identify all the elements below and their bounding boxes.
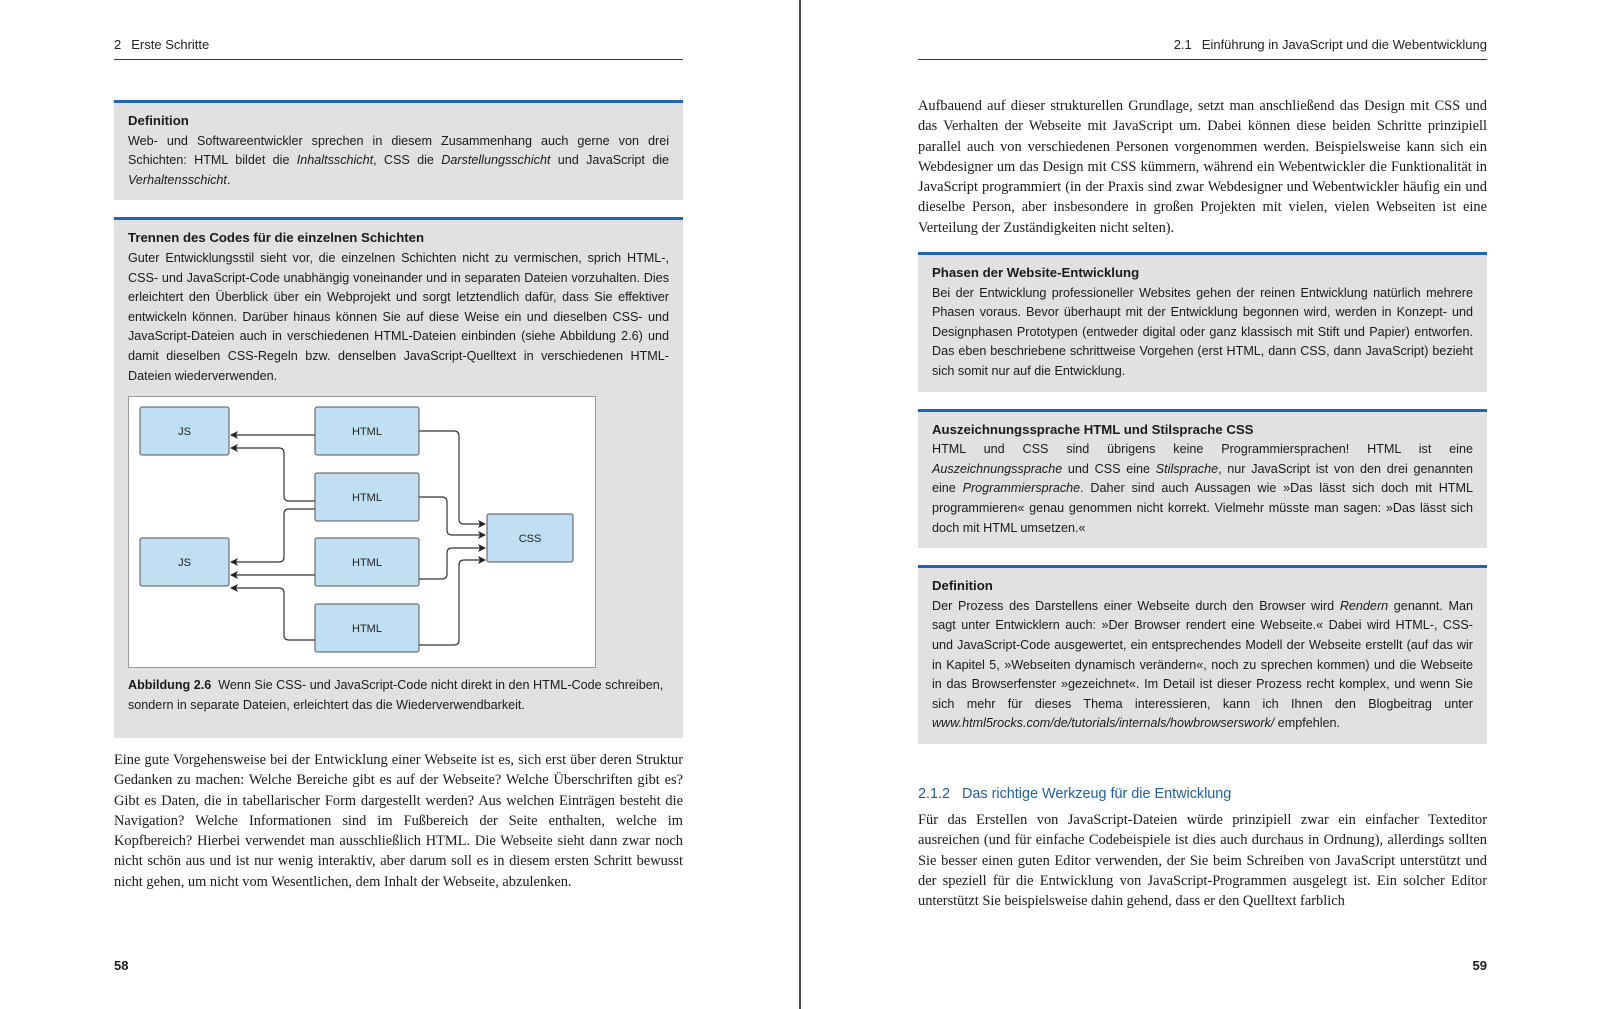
right-column — [918, 96, 1487, 911]
box-title: Auszeichnungssprache HTML und Stilsprache CSS — [932, 421, 1254, 437]
box-body: Web- und Softwareentwickler sprechen in diesem Zusammenhang auch gerne von drei Schichten: HTML bildet die Inhaltsschicht, CSS die Darstellungsschicht und JavaScript die Verhaltensschicht. — [128, 133, 670, 187]
box-body: Der Prozess des Darstellens einer Webseite durch den Browser wird Rendern genannt. Man sagt unter Entwicklern auch: »Der Browser rendert eine Webseite.« Dabei wird HTML-, CSS- und JavaScript-Code ausgewertet, ein entsprechendes Modell der Webseite erstellt (auf das wir in Kapitel 5, »Webseiten dynamisch verändern«, noch zu sprechen kommen) und die Webseite in das Browserfenster »gezeichnet«. Im Detail ist dieser Prozess recht komplex, und wenn Sie sich mehr für dieses Thema interessieren, kann ich Ihnen den Blogbeitrag unter www.html5rocks.com/de/tutorials/internals/howbrowserswork/ empfehlen. — [932, 598, 1473, 731]
svg-text:HTML: HTML — [352, 492, 382, 505]
box-title: Trennen des Codes für die einzelnen Schichten — [128, 230, 425, 246]
running-head-left — [114, 37, 683, 60]
definition-box — [114, 100, 683, 200]
body-paragraph: Eine gute Vorgehensweise bei der Entwicklung einer Webseite ist es, sich erst über deren Struktur Gedanken zu machen: Welche Bereiche gibt es auf der Webseite? Welche Überschriften gibt es? Gibt es Daten, die in tabellarischer Form dargestellt werden? Aus welchen Einträgen besteht die Navigation? Welche Informationen sind im Fußbereich der Seite enthalten, welche im Kopfbereich? Hierbei verwendet man ausschließlich HTML. Die Webseite sieht dann zwar noch nicht schön aus und ist nur wenig interaktiv, aber darum soll es in diesem ersten Schritt bewusst nicht gehen, um nicht vom Wesentlichen, dem Inhalt der Webseite, abzulenken. — [114, 751, 683, 890]
running-head-right — [918, 37, 1487, 60]
section-heading-number: 2.1.2 — [918, 785, 951, 802]
box-title: Definition — [128, 113, 189, 128]
chapter-title: Erste Schritte — [131, 37, 210, 52]
svg-text:HTML: HTML — [352, 557, 382, 570]
phases-box — [918, 252, 1487, 392]
body-paragraph: Aufbauend auf dieser strukturellen Grundlage, setzt man anschließend das Design mit CSS und das Verhalten der Webseite mit JavaScript um. Dabei können diese beiden Schritte prinzipiell parallel auch von verschiedenen Personen vorgenommen werden. Beispielsweise kann sich ein Webdesigner um das Design mit CSS kümmern, während ein Webentwickler die Funktionalität in JavaScript programmiert (in der Praxis sind zwar Webdesigner und Webentwickler häufig ein und dieselbe Person, aber insbesondere in großen Projekten mit vielen, vielen Webseiten ist eine Verteilung der Zuständigkeiten nicht selten). — [918, 98, 1487, 236]
url-link[interactable]: www.html5rocks.com/de/tutorials/internals/howbrowserswork/ — [932, 716, 1275, 731]
body-paragraph: Für das Erstellen von JavaScript-Dateien würde prinzipiell zwar ein einfacher Texteditor ausreichen (und für einfache Codebeispiele ist dies auch durchaus in Ordnung), allerdings sollten Sie besser einen guten Editor verwenden, der Sie beim Schreiben von JavaScript unterstützt und der speziell für die Entwicklung von JavaScript-Programmen ausgelegt ist. Ein solcher Editor unterstützt Sie beispielsweise dahin gehend, dass er den Quelltext farblich — [918, 811, 1487, 910]
box-body: HTML und CSS sind übrigens keine Programmiersprachen! HTML ist eine Auszeichnungssprache und CSS eine Stilsprache, nur JavaScript ist von den drei genannten eine Programmiersprache. Daher sind auch Aussagen wie »Das lässt sich doch mit HTML programmieren« genau genommen nicht korrekt. Vielmehr müsste man sagen: »Das lässt sich doch mit HTML umsetzen.« — [932, 442, 1473, 535]
section-heading-title: Das richtige Werkzeug für die Entwicklung — [962, 785, 1232, 802]
right-page — [800, 0, 1600, 1009]
svg-text:CSS: CSS — [518, 533, 542, 546]
box-body: Guter Entwicklungsstil sieht vor, die einzelnen Schichten nicht zu vermischen, sprich HTML-, CSS- und JavaScript-Code unabhängig voneinander und in separaten Dateien vorzuhalten. Dies erleichtert den Überblick über ein Webprojekt und sorgt letztendlich dafür, dass Sie effektiver entwickeln können. Darüber hinaus können Sie auf diese Weise ein und dieselben CSS- und JavaScript-Dateien auch in verschiedenen HTML-Dateien einbinden (siehe Abbildung 2.6) und damit dieselben CSS-Regeln bzw. denselben JavaScript-Quelltext in verschiedenen HTML-Dateien wiederverwenden. — [128, 250, 669, 383]
page-number-right: 59 — [1472, 958, 1487, 973]
caption-text: Wenn Sie CSS- und JavaScript-Code nicht direkt in den HTML-Code schreiben, sondern in separate Dateien, erleichtert das die Wiederverwendbarkeit. — [128, 678, 664, 712]
chapter-number: 2 — [114, 37, 122, 52]
rendering-definition-box — [918, 565, 1487, 744]
left-column — [114, 100, 683, 892]
file-dependency-diagram — [129, 397, 595, 667]
markup-language-box — [918, 409, 1487, 549]
box-body: Bei der Entwicklung professioneller Websites gehen der reinen Entwicklung natürlich mehrere Phasen voraus. Bevor überhaupt mit der Entwicklung begonnen wird, werden in Konzept- und Designphasen Prototypen (entweder digital oder ganz klassisch mit Stift und Papier) entworfen. Das eben beschriebene schrittweise Vorgehen (erst HTML, dann CSS, dann JavaScript) bezieht sich somit nur auf die Entwicklung. — [932, 285, 1473, 379]
section-heading — [918, 786, 1487, 802]
figure-2-6-diagram — [128, 396, 596, 668]
section-number: 2.1 — [1173, 37, 1192, 52]
page-number-left: 58 — [114, 958, 129, 973]
svg-text:JS: JS — [178, 557, 191, 570]
svg-text:HTML: HTML — [352, 623, 382, 636]
caption-label: Abbildung 2.6 — [128, 678, 212, 693]
separation-box — [114, 217, 683, 738]
svg-text:HTML: HTML — [352, 426, 382, 439]
box-title: Phasen der Website-Entwicklung — [932, 265, 1140, 281]
box-title: Definition — [932, 578, 993, 594]
section-title: Einführung in JavaScript und die Webentwicklung — [1201, 37, 1487, 52]
figure-caption — [128, 676, 669, 715]
svg-text:JS: JS — [178, 426, 191, 439]
